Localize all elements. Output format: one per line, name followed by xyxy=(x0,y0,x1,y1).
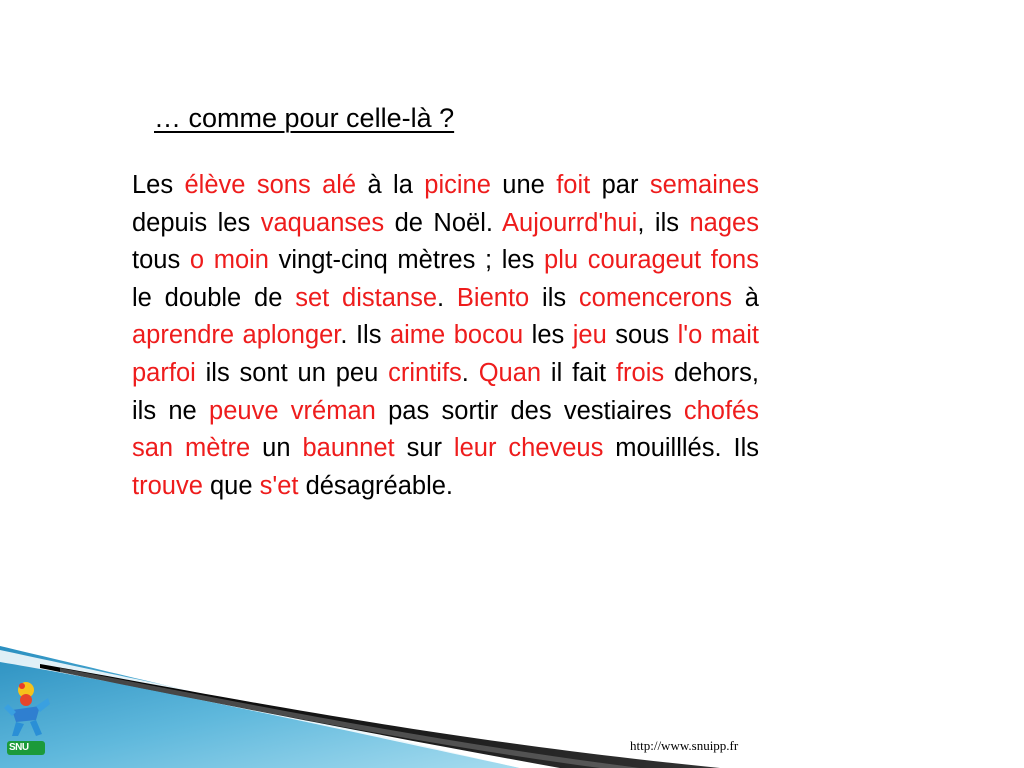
misspelled-word: élève sons alé xyxy=(184,171,357,199)
misspelled-word: nages xyxy=(689,208,759,237)
misspelled-word: picine xyxy=(424,171,491,199)
paragraph-text: à la xyxy=(356,171,425,199)
misspelled-word: leur cheveus xyxy=(453,434,604,463)
misspelled-word: Aujourrd'hui xyxy=(502,208,638,237)
paragraph-text: à xyxy=(732,283,759,312)
paragraph-text: un xyxy=(250,434,303,463)
misspelled-word: set distanse xyxy=(295,283,438,312)
misspelled-word: jeu xyxy=(572,321,607,350)
paragraph-text: désagréable. xyxy=(298,471,454,500)
paragraph-text: . xyxy=(437,283,457,312)
paragraph-text: sur xyxy=(394,434,454,463)
paragraph-text: vingt-cinq mètres ; les xyxy=(268,246,545,275)
footer-url: http://www.snuipp.fr xyxy=(630,738,739,753)
misspelled-word: baunnet xyxy=(302,434,395,463)
misspelled-word: Quan xyxy=(478,358,542,387)
paragraph-text: les xyxy=(523,321,573,350)
paragraph-text: pas sortir des vestiaires xyxy=(375,396,684,425)
misspelled-word: comencerons xyxy=(578,283,732,312)
misspelled-word: vaquanses xyxy=(260,208,385,237)
paragraph-text: , ils xyxy=(637,208,690,237)
paragraph-text: ils xyxy=(529,283,579,312)
paragraph-text: une xyxy=(490,171,557,199)
misspelled-word: semaines xyxy=(649,171,759,199)
paragraph-text: sous xyxy=(606,321,678,350)
paragraph-text: ils sont un peu xyxy=(195,358,389,387)
paragraph-text: de Noël. xyxy=(384,208,503,237)
misspelled-word: peuve vréman xyxy=(209,396,376,425)
paragraph-text: . Ils xyxy=(340,321,390,350)
misspelled-word: trouve xyxy=(132,471,203,500)
paragraph-text: le double de xyxy=(132,283,296,312)
paragraph-text: tous xyxy=(132,246,190,275)
misspelled-word: plu courageut fons xyxy=(544,246,759,275)
misspelled-word: Biento xyxy=(456,283,530,312)
paragraph-text: depuis les xyxy=(132,208,261,237)
misspelled-word: l'o mait parfoi xyxy=(132,321,759,387)
misspelled-word: aime bocou xyxy=(389,321,524,350)
misspelled-word: crintifs xyxy=(388,358,462,387)
misspelled-word: foit xyxy=(556,171,591,199)
paragraph-text: Les xyxy=(132,171,185,199)
misspelled-word: chofés san mètre xyxy=(132,396,759,463)
paragraph-text: par xyxy=(590,171,650,199)
snuipp-logo-label: SNU xyxy=(7,741,45,755)
misspelled-word: aprendre aplonger xyxy=(132,321,341,350)
paragraph-text: il fait xyxy=(541,358,616,387)
paragraph-text: mouilllés. Ils xyxy=(603,434,759,463)
corner-swoosh-decoration xyxy=(0,640,1024,768)
paragraph-text: que xyxy=(202,471,260,500)
misspelled-word: s'et xyxy=(259,471,299,500)
slide-title: … comme pour celle-là ? xyxy=(154,103,455,133)
misspelled-word: o moin xyxy=(189,246,269,275)
paragraph-text: . xyxy=(461,358,479,387)
dictation-paragraph xyxy=(132,167,759,505)
paragraph-text: dehors, ils ne xyxy=(132,358,760,425)
misspelled-word: frois xyxy=(615,358,665,387)
